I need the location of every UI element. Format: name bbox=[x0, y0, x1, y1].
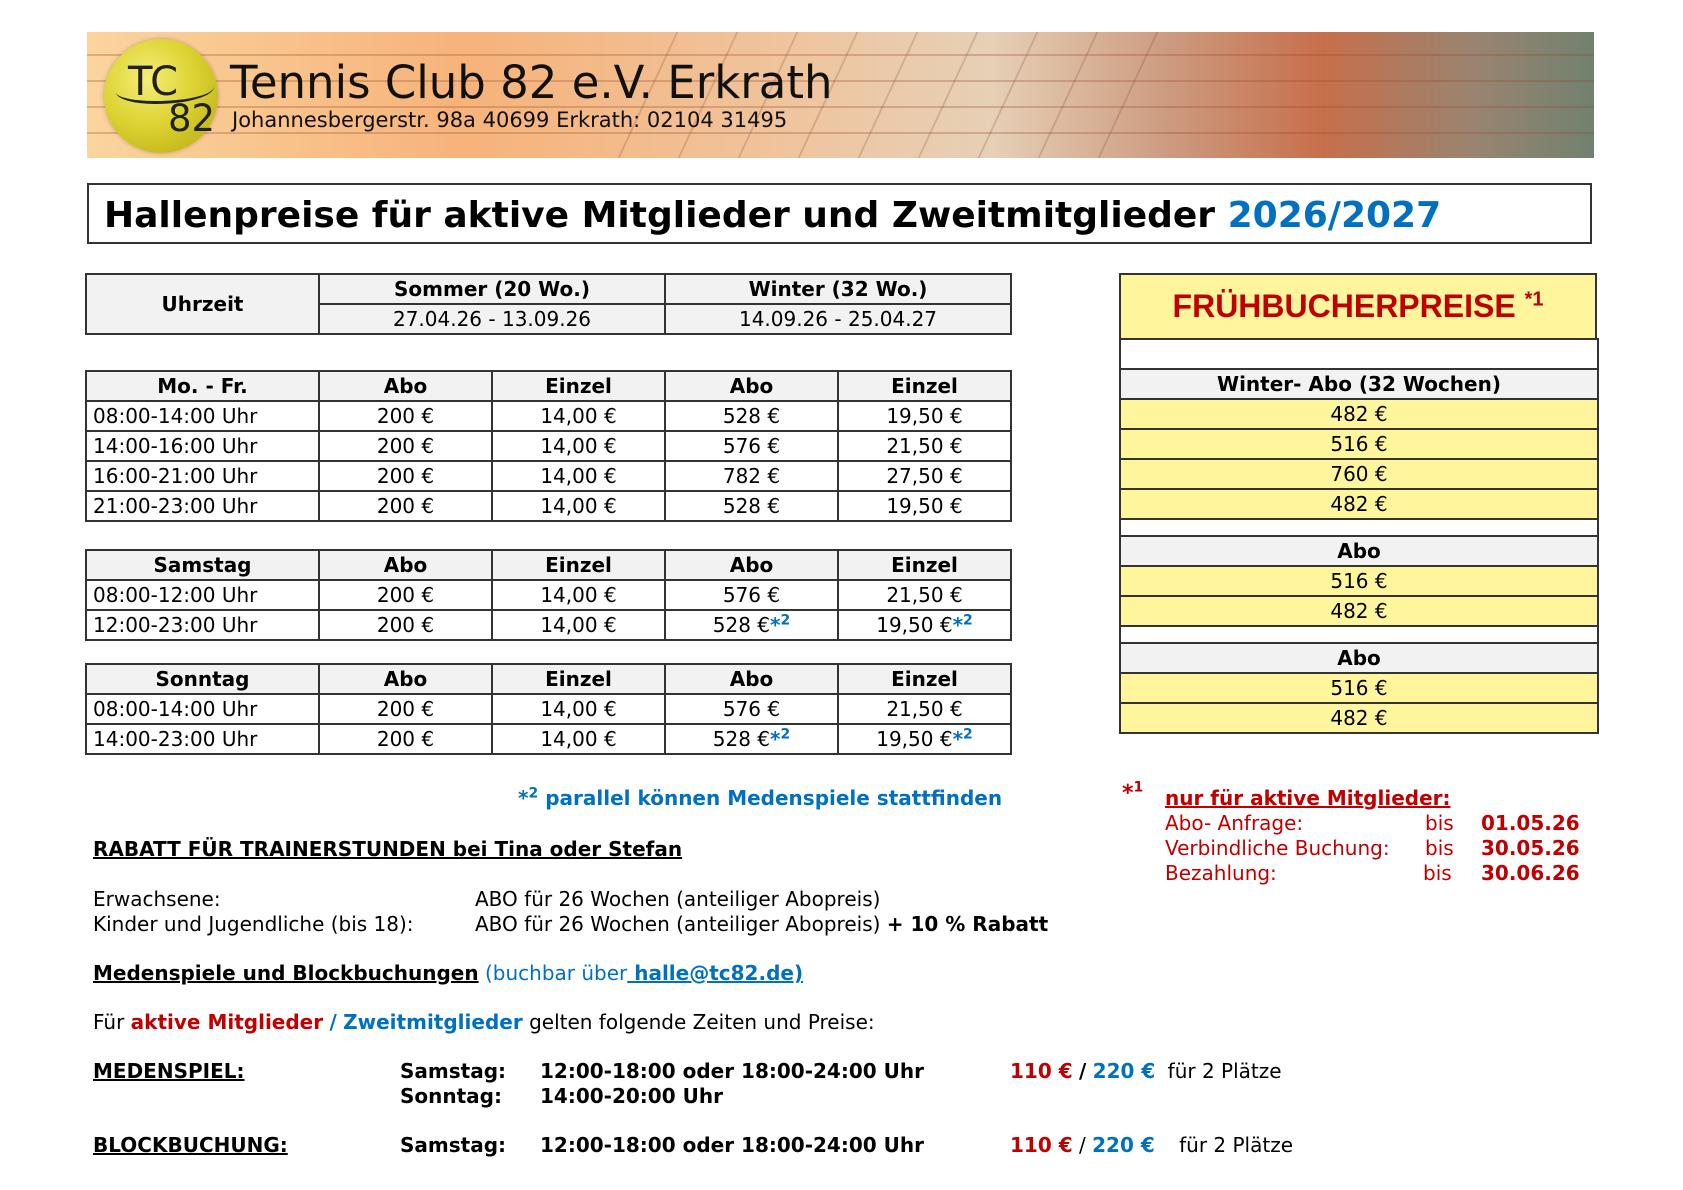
early-bird-sunday-header: Abo bbox=[1120, 643, 1598, 673]
block-price: 110 € / 220 € für 2 Plätze bbox=[1010, 1133, 1294, 1157]
table-row bbox=[86, 610, 1011, 640]
price-cell-footnoted: 19,50 €*$^2$ bbox=[838, 610, 1011, 640]
col-einzel: Einzel bbox=[838, 371, 1011, 401]
title-box bbox=[87, 183, 1592, 244]
col-einzel: Einzel bbox=[838, 550, 1011, 580]
early-bird-price: 482 € bbox=[1120, 596, 1598, 626]
time-cell: 08:00-14:00 Uhr bbox=[86, 694, 319, 724]
deadline-date: 30.05.26 bbox=[1481, 836, 1580, 860]
price-cell: 200 € bbox=[319, 431, 492, 461]
price-cell: 200 € bbox=[319, 401, 492, 431]
footnote-1-marker: *$^1$ bbox=[1122, 779, 1144, 806]
price-cell: 782 € bbox=[665, 461, 838, 491]
table-row bbox=[86, 724, 1011, 754]
price-cell: 14,00 € bbox=[492, 401, 665, 431]
price-cell-footnoted: 528 €*$^2$ bbox=[665, 610, 838, 640]
deadline-bis: bis bbox=[1425, 836, 1454, 860]
deadline-date: 30.06.26 bbox=[1481, 861, 1580, 885]
early-bird-saturday-header: Abo bbox=[1120, 536, 1598, 566]
price-cell: 14,00 € bbox=[492, 610, 665, 640]
saturday-price-table bbox=[85, 549, 1012, 641]
table-row bbox=[86, 580, 1011, 610]
col-abo: Abo bbox=[319, 371, 492, 401]
early-bird-price: 516 € bbox=[1120, 566, 1598, 596]
early-bird-price: 516 € bbox=[1120, 429, 1598, 459]
price-cell: 576 € bbox=[665, 580, 838, 610]
day-header: Sonntag bbox=[86, 664, 319, 694]
title-season: 2026/2027 bbox=[1227, 195, 1442, 236]
kids-label: Kinder und Jugendliche (bis 18): bbox=[93, 912, 414, 936]
price-cell: 14,00 € bbox=[492, 580, 665, 610]
early-bird-weekday-header: Winter- Abo (32 Wochen) bbox=[1120, 369, 1598, 399]
price-cell: 14,00 € bbox=[492, 491, 665, 521]
price-cell: 14,00 € bbox=[492, 724, 665, 754]
col-einzel: Einzel bbox=[492, 371, 665, 401]
col-abo: Abo bbox=[665, 664, 838, 694]
table-row bbox=[86, 491, 1011, 521]
early-bird-price: 482 € bbox=[1120, 703, 1598, 733]
tennis-ball-logo bbox=[104, 39, 218, 153]
meden-price: 110 € / 220 € für 2 Plätze bbox=[1010, 1059, 1282, 1083]
price-cell: 19,50 € bbox=[838, 401, 1011, 431]
early-bird-price: 482 € bbox=[1120, 399, 1598, 429]
price-cell: 576 € bbox=[665, 694, 838, 724]
time-cell: 14:00-16:00 Uhr bbox=[86, 431, 319, 461]
price-cell: 528 € bbox=[665, 491, 838, 521]
adults-label: Erwachsene: bbox=[93, 887, 221, 911]
trainer-heading: RABATT FÜR TRAINERSTUNDEN bei Tina oder Stefan bbox=[93, 837, 683, 861]
deadline-label: Bezahlung: bbox=[1165, 861, 1277, 885]
day-header: Mo. - Fr. bbox=[86, 371, 319, 401]
table-row bbox=[86, 461, 1011, 491]
block-heading-line bbox=[93, 961, 803, 985]
price-cell: 200 € bbox=[319, 610, 492, 640]
block-heading: Medenspiele und Blockbuchungen bbox=[93, 961, 479, 985]
time-cell: 12:00-23:00 Uhr bbox=[86, 610, 319, 640]
price-cell: 14,00 € bbox=[492, 431, 665, 461]
early-bird-title-box bbox=[1119, 273, 1597, 340]
time-cell: 21:00-23:00 Uhr bbox=[86, 491, 319, 521]
price-cell-footnoted: 19,50 €*$^2$ bbox=[838, 724, 1011, 754]
summer-header: Sommer (20 Wo.) bbox=[319, 274, 665, 304]
booking-email-link[interactable]: halle@tc82.de) bbox=[627, 961, 804, 985]
price-cell: 200 € bbox=[319, 694, 492, 724]
logo-82-text: 82 bbox=[168, 97, 216, 140]
table-row bbox=[86, 401, 1011, 431]
deadline-bis: bis bbox=[1425, 811, 1454, 835]
price-cell: 200 € bbox=[319, 491, 492, 521]
col-abo: Abo bbox=[319, 664, 492, 694]
kids-value: ABO für 26 Wochen (anteiliger Abopreis) + 10 % Rabatt bbox=[475, 912, 1049, 936]
table-row bbox=[86, 694, 1011, 724]
col-abo: Abo bbox=[319, 550, 492, 580]
price-cell: 200 € bbox=[319, 461, 492, 491]
col-einzel: Einzel bbox=[492, 550, 665, 580]
time-cell: 08:00-12:00 Uhr bbox=[86, 580, 319, 610]
club-name: Tennis Club 82 e.V. Erkrath bbox=[230, 56, 833, 109]
deadline-date: 01.05.26 bbox=[1481, 811, 1580, 835]
col-einzel: Einzel bbox=[838, 664, 1011, 694]
price-cell: 528 € bbox=[665, 401, 838, 431]
price-cell: 576 € bbox=[665, 431, 838, 461]
price-cell: 200 € bbox=[319, 724, 492, 754]
col-abo: Abo bbox=[665, 371, 838, 401]
price-cell: 14,00 € bbox=[492, 461, 665, 491]
meden-label: MEDENSPIEL: bbox=[93, 1059, 245, 1083]
adults-value: ABO für 26 Wochen (anteiliger Abopreis) bbox=[475, 887, 881, 911]
time-cell: 08:00-14:00 Uhr bbox=[86, 401, 319, 431]
deadline-label: Verbindliche Buchung: bbox=[1165, 836, 1390, 860]
day-header: Samstag bbox=[86, 550, 319, 580]
bookable-prefix: (buchbar über bbox=[484, 961, 628, 985]
col-abo: Abo bbox=[665, 550, 838, 580]
price-cell: 21,50 € bbox=[838, 580, 1011, 610]
time-cell: 14:00-23:00 Uhr bbox=[86, 724, 319, 754]
early-bird-table bbox=[1119, 338, 1599, 734]
season-header-table bbox=[85, 273, 1012, 335]
block-intro: Für aktive Mitglieder / Zweitmitglieder gelten folgende Zeiten und Preise: bbox=[93, 1010, 875, 1034]
meden-sunday: Sonntag: bbox=[400, 1084, 502, 1108]
footnote-2: *$^2$ parallel können Medenspiele stattfinden bbox=[518, 785, 1003, 810]
time-header: Uhrzeit bbox=[86, 274, 319, 334]
price-cell-footnoted: 528 €*$^2$ bbox=[665, 724, 838, 754]
page-title bbox=[104, 195, 1441, 236]
summer-dates: 27.04.26 - 13.09.26 bbox=[319, 304, 665, 334]
weekday-price-table bbox=[85, 370, 1012, 522]
early-bird-title: FRÜHBUCHERPREISE $^{*1}$ bbox=[1172, 288, 1544, 324]
early-bird-price: 760 € bbox=[1120, 459, 1598, 489]
block-saturday: Samstag: bbox=[400, 1133, 507, 1157]
club-banner bbox=[87, 32, 1594, 158]
price-cell: 19,50 € bbox=[838, 491, 1011, 521]
block-label: BLOCKBUCHUNG: bbox=[93, 1133, 288, 1157]
meden-sunday-time: 14:00-20:00 Uhr bbox=[540, 1084, 723, 1108]
time-cell: 16:00-21:00 Uhr bbox=[86, 461, 319, 491]
table-row bbox=[86, 431, 1011, 461]
meden-saturday: Samstag: bbox=[400, 1059, 507, 1083]
winter-dates: 14.09.26 - 25.04.27 bbox=[665, 304, 1011, 334]
price-cell: 14,00 € bbox=[492, 694, 665, 724]
deadline-label: Abo- Anfrage: bbox=[1165, 811, 1304, 835]
price-cell: 200 € bbox=[319, 580, 492, 610]
price-cell: 21,50 € bbox=[838, 694, 1011, 724]
price-cell: 27,50 € bbox=[838, 461, 1011, 491]
early-bird-price: 482 € bbox=[1120, 489, 1598, 519]
logo-tc-text: TC bbox=[128, 59, 179, 105]
club-address: Johannesbergerstr. 98a 40699 Erkrath: 02104 31495 bbox=[232, 108, 788, 132]
col-einzel: Einzel bbox=[492, 664, 665, 694]
early-bird-price: 516 € bbox=[1120, 673, 1598, 703]
deadline-bis: bis bbox=[1423, 861, 1452, 885]
block-saturday-time: 12:00-18:00 oder 18:00-24:00 Uhr bbox=[540, 1133, 924, 1157]
footnote-1-heading: nur für aktive Mitglieder: bbox=[1165, 786, 1451, 810]
price-cell: 21,50 € bbox=[838, 431, 1011, 461]
meden-saturday-time: 12:00-18:00 oder 18:00-24:00 Uhr bbox=[540, 1059, 924, 1083]
sunday-price-table bbox=[85, 663, 1012, 755]
winter-header: Winter (32 Wo.) bbox=[665, 274, 1011, 304]
title-main: Hallenpreise für aktive Mitglieder und Zweitmitglieder bbox=[104, 195, 1216, 236]
